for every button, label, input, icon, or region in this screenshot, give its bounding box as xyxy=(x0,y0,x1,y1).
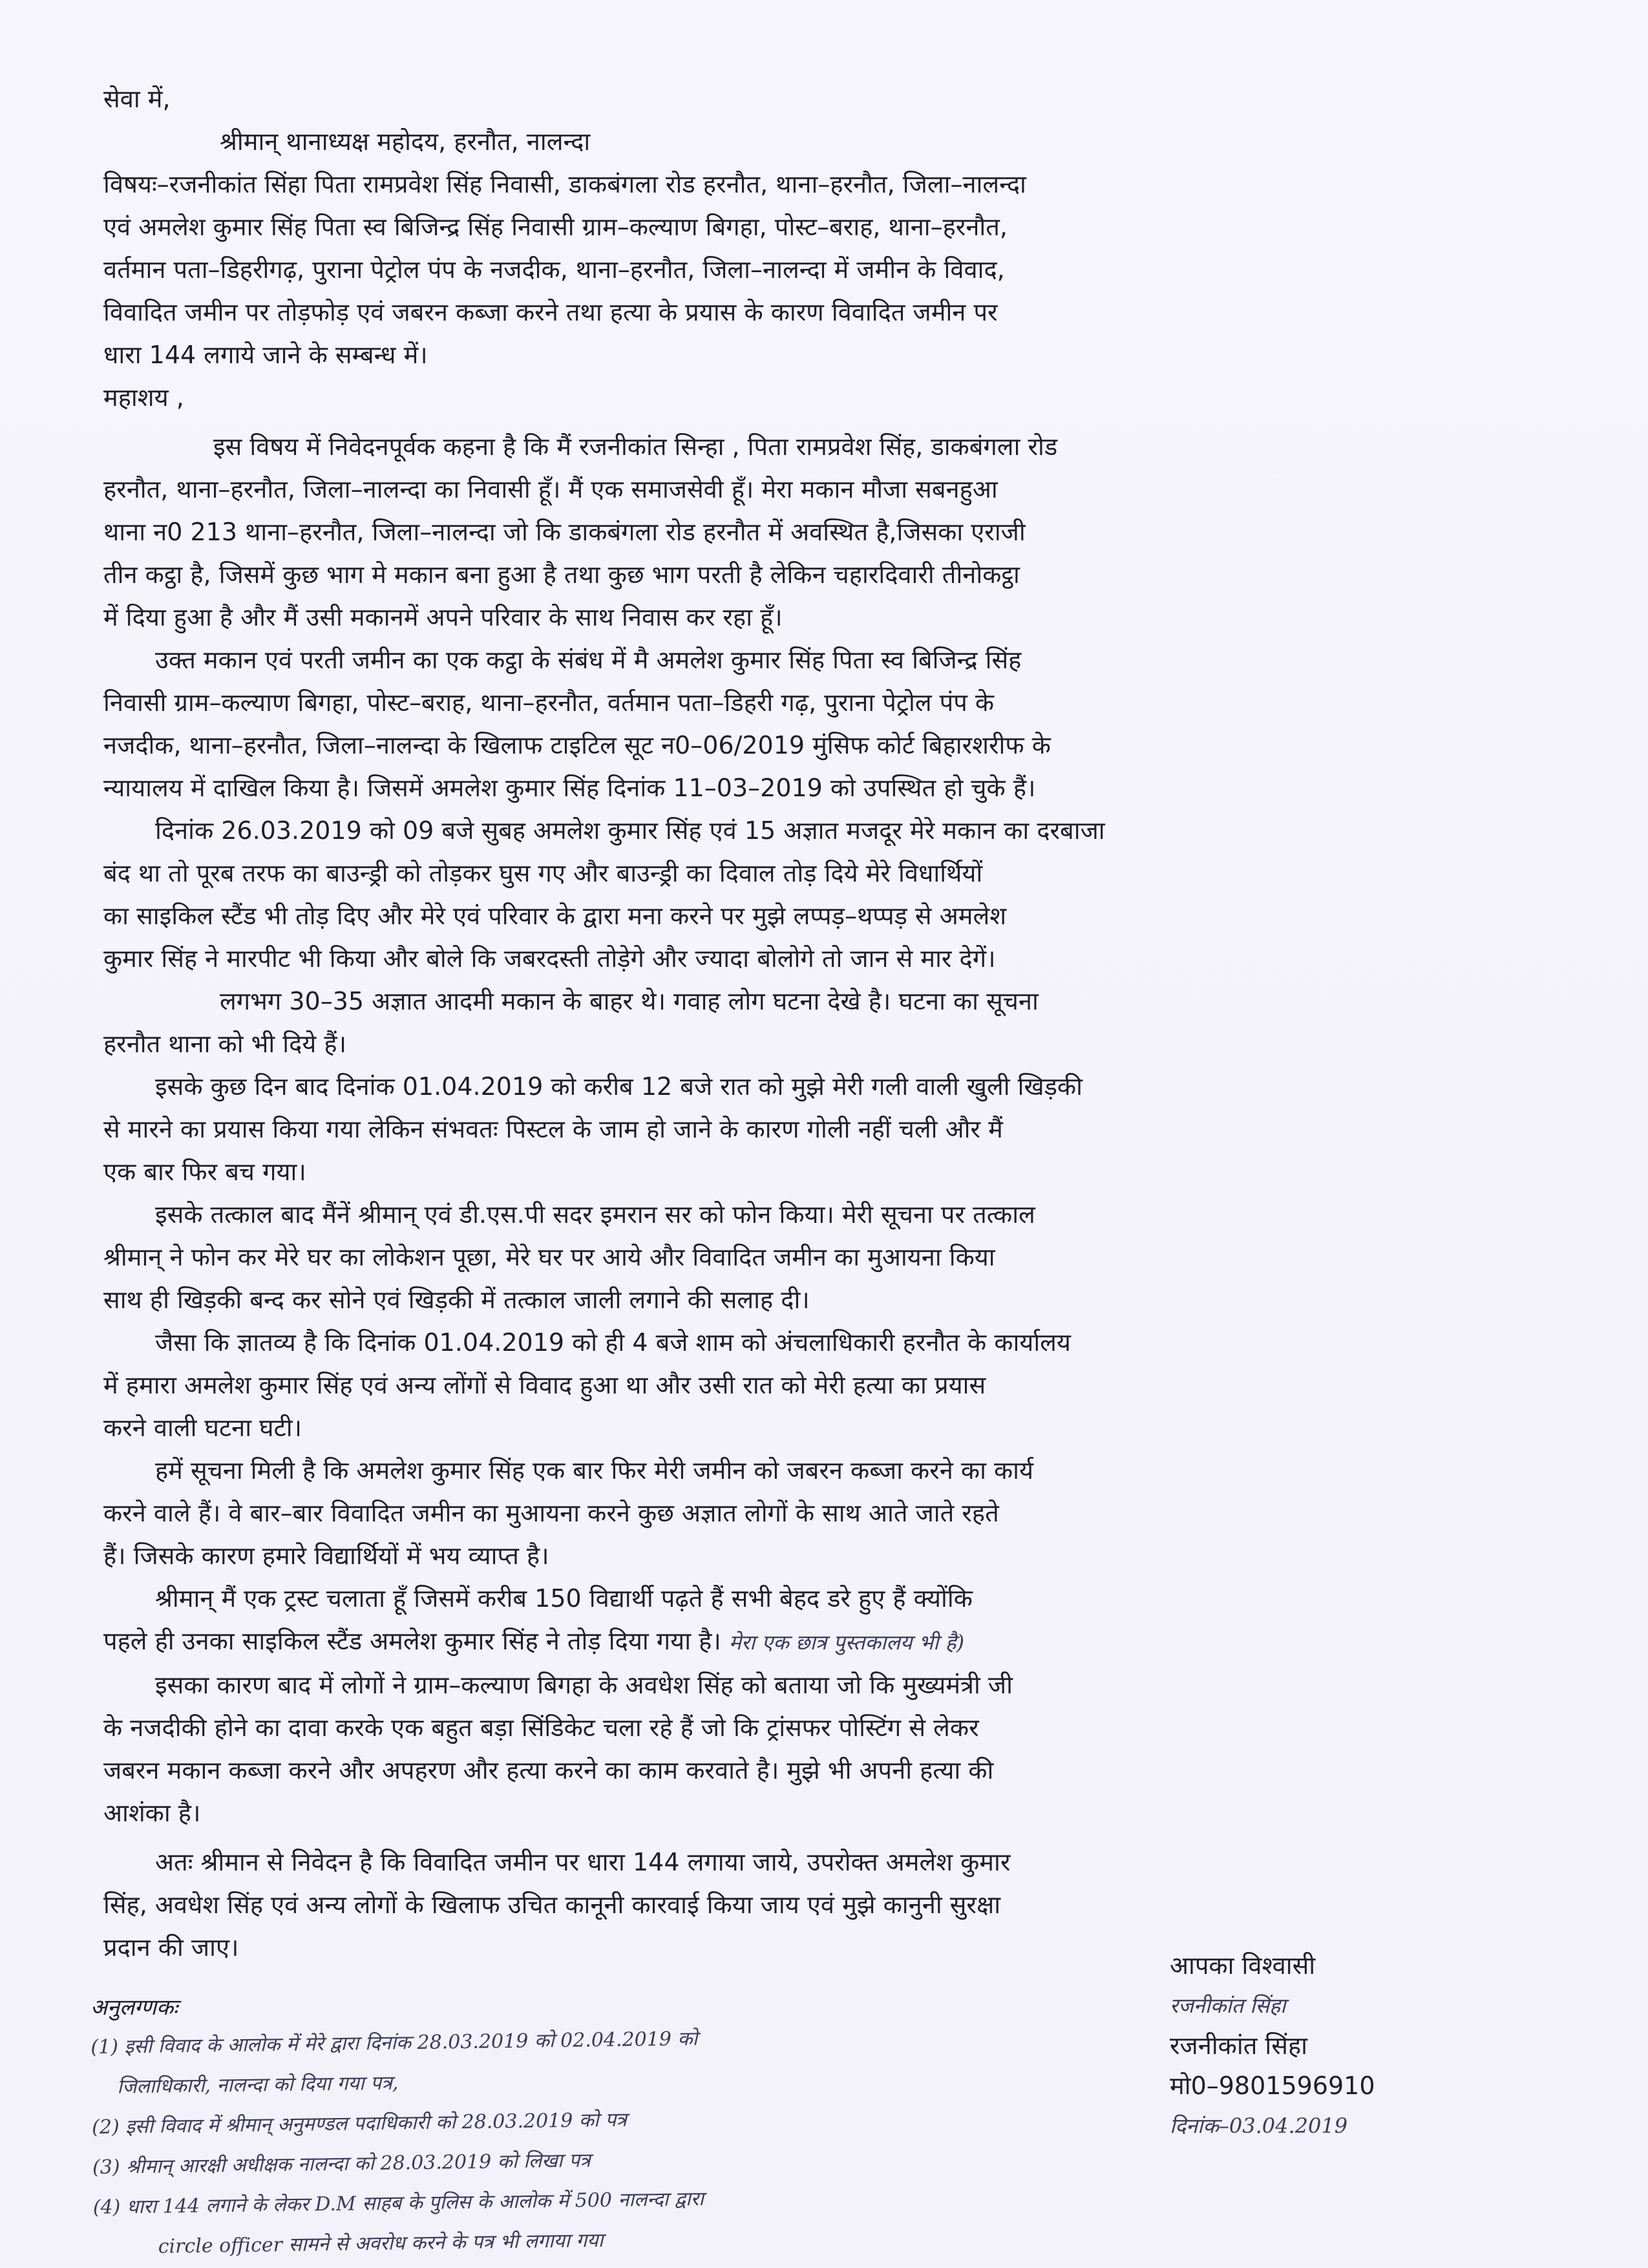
paragraph-line: हैं। जिसके कारण हमारे विद्यार्थियों में भय व्याप्त है। xyxy=(103,1542,549,1570)
annexure-item: जिलाधिकारी, नालन्दा को दिया गया पत्र, xyxy=(117,2072,399,2099)
paragraph-line: इसका कारण बाद में लोगों ने ग्राम–कल्याण बिगहा के अवधेश सिंह को बताया जो कि मुख्यमंत्री जी xyxy=(155,1671,1013,1699)
annexure-item: (3) श्रीमान् आरक्षी अधीक्षक नालन्दा को 28.03.2019 को लिखा पत्र xyxy=(92,2149,591,2179)
paragraph-line: इसके तत्काल बाद मैंनें श्रीमान् एवं डी.एस.पी सदर इमरान सर को फोन किया। मेरी सूचना पर तत्काल xyxy=(155,1200,1035,1229)
paragraph-line: जबरन मकान कब्जा करने और अपहरण और हत्या करने का काम करवाते है। मुझे भी अपनी हत्या की xyxy=(103,1756,994,1785)
paragraph-line: प्रदान की जाए। xyxy=(103,1933,239,1962)
paragraph-line: इस विषय में निवेदनपूर्वक कहना है कि मैं रजनीकांत सिन्हा , पिता रामप्रवेश सिंह, डाकबंगला रोड xyxy=(213,432,1058,461)
paragraph-line: निवासी ग्राम–कल्याण बिगहा, पोस्ट–बराह, थाना–हरनौत, वर्तमान पता–डिहरी गढ़, पुराना पेट्रोल पंप के xyxy=(103,688,995,717)
paragraph-syndicate xyxy=(103,1664,1558,1834)
paragraph-line: जैसा कि ज्ञातव्य है कि दिनांक 01.04.2019 को ही 4 बजे शाम को अंचलाधिकारी हरनौत के कार्यालय xyxy=(155,1328,1071,1357)
handwritten-note: मेरा एक छात्र पुस्तकालय भी है) xyxy=(728,1630,965,1655)
paragraph-trust xyxy=(103,1577,1558,1664)
annexure-item: (1) इसी विवाद के आलोक में मेरे द्वारा दिनांक 28.03.2019 को 02.04.2019 को xyxy=(90,2027,698,2059)
closing: आपका विश्वासी xyxy=(1170,1951,1316,1980)
salutation-to: सेवा में, xyxy=(103,85,171,113)
subject-line: धारा 144 लगाये जाने के सम्बन्ध में। xyxy=(103,341,428,369)
letter-date: दिनांक–03.04.2019 xyxy=(1170,2114,1348,2138)
paragraph-line: का साइकिल स्टैंड भी तोड़ दिए और मेरे एवं परिवार के द्वारा मना करने पर मुझे लप्पड़–थप्पड़ से अमलेश xyxy=(103,902,1007,930)
paragraph-line: के नजदीकी होने का दावा करके एक बहुत बड़ा सिंडिकेट चला रहे हैं जो कि ट्रांसफर पोस्टिंग से लेकर xyxy=(103,1713,979,1742)
annexure-block xyxy=(90,1987,1157,2268)
subject-block xyxy=(103,163,1558,376)
paragraph-line: करने वाली घटना घटी। xyxy=(103,1414,302,1442)
paragraph-line: हरनौत, थाना–हरनौत, जिला–नालन्दा का निवासी हूँ। मैं एक समाजसेवी हूँ। मेरा मकान मौजा सबनहुआ xyxy=(103,475,998,503)
paragraph-line: नजदीक, थाना–हरनौत, जिला–नालन्दा के खिलाफ टाइटिल सूट न0–06/2019 मुंसिफ कोर्ट बिहारशरीफ के xyxy=(103,731,1051,759)
paragraph-line: श्रीमान् ने फोन कर मेरे घर का लोकेशन पूछा, मेरे घर पर आये और विवादित जमीन का मुआयना किया xyxy=(103,1243,995,1271)
annexure-item: (4) धारा 144 लगाने के लेकर D.M साहब के पुलिस के आलोक में 500 नालन्दा द्वारा xyxy=(92,2187,704,2219)
paragraph-line: लगभग 30–35 अज्ञात आदमी मकान के बाहर थे। गवाह लोग घटना देखे है। घटना का सूचना xyxy=(220,987,1039,1015)
subject-line: विवादित जमीन पर तोड़फोड़ एवं जबरन कब्जा करने तथा हत्या के प्रयास के कारण विवादित जमीन पर xyxy=(103,298,998,326)
paragraph-line: उक्त मकान एवं परती जमीन का एक कट्ठा के संबंध में मै अमलेश कुमार सिंह पिता स्व बिजिन्द्र सिंह xyxy=(155,646,1022,674)
paragraph-threat xyxy=(103,1449,1558,1577)
paragraph-line: में दिया हुआ है और मैं उसी मकानमें अपने परिवार के साथ निवास कर रहा हूँ। xyxy=(103,603,783,631)
paragraph-line: अतः श्रीमान से निवेदन है कि विवादित जमीन पर धारा 144 लगाया जाये, उपरोक्त अमलेश कुमार xyxy=(155,1848,1011,1876)
sender-name: रजनीकांत सिंहा xyxy=(1170,2031,1307,2060)
paragraph-phone-call xyxy=(103,1193,1558,1321)
paragraph-title-suit xyxy=(103,639,1558,809)
paragraph-line: तीन कट्ठा है, जिसमें कुछ भाग मे मकान बना हुआ है तथा कुछ भाग परती है लेकिन चहारदिवारी तीनोकट्ठा xyxy=(103,560,1020,589)
subject-line: विषयः–रजनीकांत सिंहा पिता रामप्रवेश सिंह निवासी, डाकबंगला रोड हरनौत, थाना–हरनौत, जिला–नालन्दा xyxy=(103,170,1026,198)
paragraph-circle-office xyxy=(103,1321,1558,1449)
paragraph-intro xyxy=(103,425,1558,639)
paragraph-line: हमें सूचना मिली है कि अमलेश कुमार सिंह एक बार फिर मेरी जमीन को जबरन कब्जा करने का कार्य xyxy=(155,1456,1034,1485)
paragraph-line: आशंका है। xyxy=(103,1799,201,1827)
paragraph-line: हरनौत थाना को भी दिये हैं। xyxy=(103,1030,346,1058)
annexure-item: (2) इसी विवाद में श्रीमान् अनुमण्डल पदाधिकारी को 28.03.2019 को पत्र xyxy=(91,2108,628,2139)
handwritten-signature: रजनीकांत सिंहा xyxy=(1170,1993,1286,2018)
addressee: श्रीमान् थानाध्यक्ष महोदय, हरनौत, नालन्दा xyxy=(220,127,591,156)
paragraph-incident-26-03 xyxy=(103,809,1558,980)
paragraph-line: कुमार सिंह ने मारपीट भी किया और बोले कि जबरदस्ती तोड़ेगे और ज्यादा बोलोगे तो जान से मार देगें। xyxy=(103,944,996,973)
paragraph-witnesses xyxy=(103,980,1558,1065)
paragraph-line: साथ ही खिड़की बन्द कर सोने एवं खिड़की में तत्काल जाली लगाने की सलाह दी। xyxy=(103,1286,810,1314)
greeting: महाशय , xyxy=(103,383,184,412)
paragraph-line: श्रीमान् मैं एक ट्रस्ट चलाता हूँ जिसमें करीब 150 विद्यार्थी पढ़ते हैं सभी बेहद डरे हुए हैं क्योंकि xyxy=(155,1584,973,1613)
annexure-item: circle officer सामने से अवरोध करने के पत्र भी लगाया गया xyxy=(158,2229,604,2258)
paragraph-line: बंद था तो पूरब तरफ का बाउन्ड्री को तोड़कर घुस गए और बाउन्ड्री का दिवाल तोड़ दिये मेरे विधार्थियों xyxy=(103,859,983,887)
subject-line: एवं अमलेश कुमार सिंह पिता स्व बिजिन्द्र सिंह निवासी ग्राम–कल्याण बिगहा, पोस्ट–बराह, थाना–हरनौत, xyxy=(103,213,1008,241)
paragraph-line: करने वाले हैं। वे बार–बार विवादित जमीन का मुआयना करने कुछ अज्ञात लोगों के साथ आते जाते रहते xyxy=(103,1499,999,1527)
paragraph-line-text: पहले ही उनका साइकिल स्टैंड अमलेश कुमार सिंह ने तोड़ दिया गया है। xyxy=(103,1627,721,1655)
paragraph-line xyxy=(103,1620,1558,1664)
annexure-list xyxy=(90,2013,1160,2268)
paragraph-line: थाना न0 213 थाना–हरनौत, जिला–नालन्दा जो कि डाकबंगला रोड हरनौत में अवस्थित है,जिसका एराजी xyxy=(103,518,1026,546)
sender-mobile: मो0–9801596910 xyxy=(1170,2072,1375,2100)
paragraph-line: से मारने का प्रयास किया गया लेकिन संभवतः पिस्टल के जाम हो जाने के कारण गोली नहीं चली और मैं xyxy=(103,1115,1003,1143)
paragraph-line: न्यायालय में दाखिल किया है। जिसमें अमलेश कुमार सिंह दिनांक 11–03–2019 को उपस्थित हो चुके हैं। xyxy=(103,774,1036,802)
paragraph-line: एक बार फिर बच गया। xyxy=(103,1158,306,1186)
letter-body xyxy=(103,78,1558,1969)
paragraph-line: में हमारा अमलेश कुमार सिंह एवं अन्य लोंगों से विवाद हुआ था और उसी रात को मेरी हत्या का प्रयास xyxy=(103,1371,986,1399)
signature-block xyxy=(1170,1945,1558,2146)
subject-line: वर्तमान पता–डिहरीगढ़, पुराना पेट्रोल पंप के नजदीक, थाना–हरनौत, जिला–नालन्दा में जमीन के विवाद, xyxy=(103,255,1005,284)
paragraph-attempt-01-04 xyxy=(103,1065,1558,1193)
paragraph-line: दिनांक 26.03.2019 को 09 बजे सुबह अमलेश कुमार सिंह एवं 15 अज्ञात मजदूर मेरे मकान का दरबाजा xyxy=(155,816,1105,845)
annexure-heading: अनुलग्णकः xyxy=(90,1995,178,2020)
paragraph-line: सिंह, अवधेश सिंह एवं अन्य लोगों के खिलाफ उचित कानूनी कारवाई किया जाय एवं मुझे कानुनी सुरक्षा xyxy=(103,1891,1001,1919)
paragraph-line: इसके कुछ दिन बाद दिनांक 01.04.2019 को करीब 12 बजे रात को मुझे मेरी गली वाली खुली खिड़की xyxy=(155,1072,1083,1101)
